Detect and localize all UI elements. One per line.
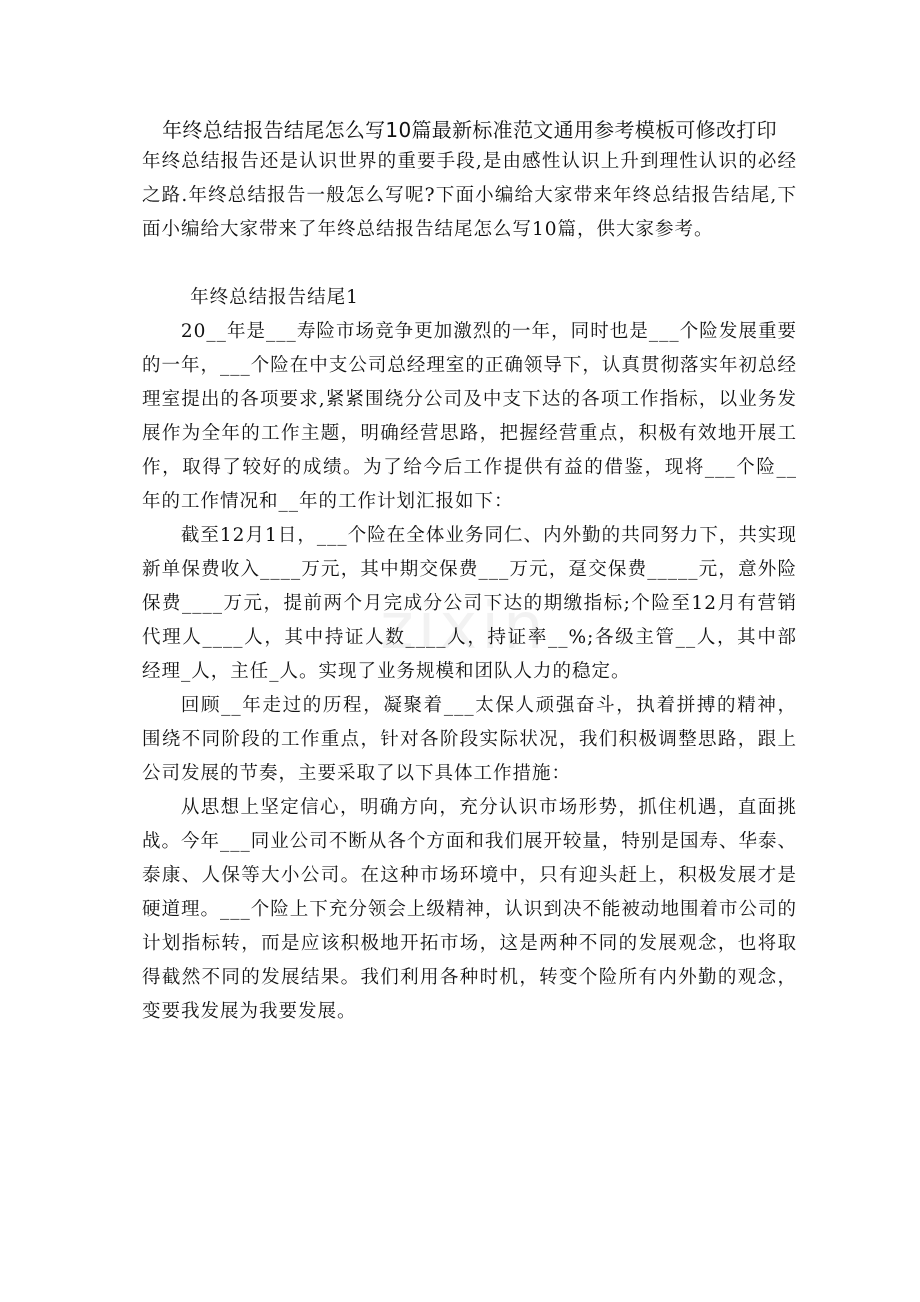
document-title: 年终总结报告结尾怎么写10篇最新标准范文通用参考模板可修改打印 (162, 118, 777, 142)
intro-paragraph: 年终总结报告还是认识世界的重要手段,是由感性认识上升到理性认识的必经之路.年终总结报告一般怎么写呢?下面小编给大家带来年终总结报告结尾,下面小编给大家带来了年终总结报告结尾怎么写10篇，供大家参考。 (142, 151, 797, 240)
body-paragraph-1: 20__年是___寿险市场竞争更加激烈的一年，同时也是___个险发展重要的一年，___个险在中支公司总经理室的正确领导下，认真贯彻落实年初总经理室提出的各项要求,紧紧围绕分公司及中支下达的各项工作指标，以业务发展作为全年的工作主题，明确经营思路，把握经营重点，积极有效地开展工作，取得了较好的成绩。为了给今后工作提供有益的借鉴，现将___个险__年的工作情况和__年的工作计划汇报如下： (142, 321, 797, 512)
body-paragraph-2: 截至12月1日，___个险在全体业务同仁、内外勤的共同努力下，共实现新单保费收入____万元，其中期交保费___万元，趸交保费_____元，意外险保费____万元，提前两个月完成分公司下达的期缴指标;个险至12月有营销代理人____人，其中持证人数____人，持证率__%;各级主管__人，其中部经理_人，主任_人。实现了业务规模和团队人力的稳定。 (142, 525, 797, 682)
body-paragraph-3: 回顾__年走过的历程，凝聚着___太保人顽强奋斗，执着拼搏的精神，围绕不同阶段的工作重点，针对各阶段实际状况，我们积极调整思路，跟上公司发展的节奏，主要采取了以下具体工作措施： (142, 695, 797, 784)
body-paragraph-4: 从思想上坚定信心，明确方向，充分认识市场形势，抓住机遇，直面挑战。今年___同业公司不断从各个方面和我们展开较量，特别是国寿、华泰、泰康、人保等大小公司。在这种市场环境中，只有迎头赶上，积极发展才是硬道理。___个险上下充分领会上级精神，认识到决不能被动地围着市公司的计划指标转，而是应该积极地开拓市场，这是两种不同的发展观念，也将取得截然不同的发展结果。我们利用各种时机，转变个险所有内外勤的观念，变要我发展为我要发展。 (142, 797, 797, 1022)
section-heading: 年终总结报告结尾1 (190, 287, 359, 308)
watermark: zixin (380, 590, 548, 664)
paragraph-gap (142, 247, 797, 281)
document-page (142, 115, 797, 1029)
